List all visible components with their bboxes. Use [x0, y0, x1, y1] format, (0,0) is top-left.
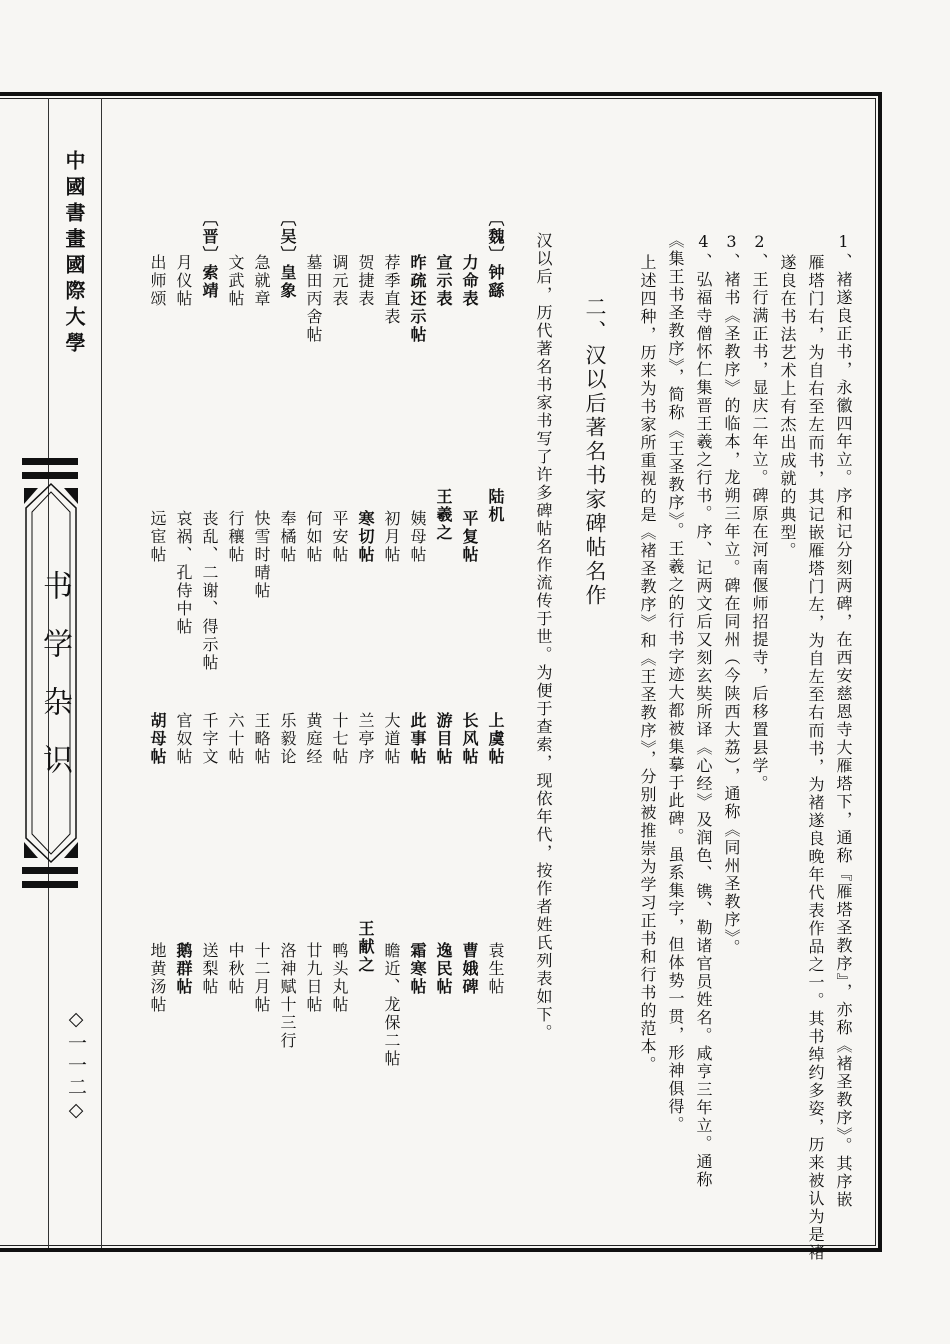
list-item: 廿九日帖: [304, 942, 323, 1014]
section-intro: 汉以后，历代著名书家书写了许多碑帖名作流传于世。为便于查索，现依年代，按作者姓氏列表如下。: [534, 232, 553, 1042]
list-item: 调元表: [330, 254, 349, 308]
note-line: 雁塔门右，为自右至左而书，其记嵌雁塔门左，为自左至右而书，为褚遂良晚年代表作品之一。其书绰约多姿，历来被认为是褚: [806, 254, 825, 1262]
list-item: 〔吴〕皇象: [278, 210, 297, 300]
banner-bottom-bar: [22, 867, 78, 874]
list-item: 袁生帖: [486, 942, 505, 996]
list-item: 鹅群帖: [174, 942, 193, 996]
list-item: 何如帖: [304, 510, 323, 564]
list-item: 墓田丙舍帖: [304, 254, 323, 344]
list-item: 奉橘帖: [278, 510, 297, 564]
section-heading: 二、汉以后著名书家碑帖名作: [583, 296, 607, 608]
list-item: 十七帖: [330, 712, 349, 766]
list-item: 行穰帖: [226, 510, 245, 564]
list-item: 黄庭经: [304, 712, 323, 766]
note-line: 1、褚遂良正书，永徽四年立。序和记分刻两碑，在西安慈恩寺大雁塔下，通称『雁塔圣教序』，亦称《褚圣教序》。其序嵌: [834, 232, 853, 1209]
list-item: 洛神赋十三行: [278, 942, 297, 1050]
list-item: 长风帖: [460, 712, 479, 766]
list-item: 瞻近、龙保二帖: [382, 942, 401, 1068]
list-item: 远宦帖: [148, 510, 167, 564]
list-item: 急就章: [252, 254, 271, 308]
list-item: 出师颂: [148, 254, 167, 308]
list-item: 曹娥碑: [460, 942, 479, 996]
list-item: 鸭头丸帖: [330, 942, 349, 1014]
list-item: 王献之: [356, 920, 375, 974]
list-item: 游目帖: [434, 712, 453, 766]
university-name: 中國書畫國際大學: [62, 150, 86, 358]
note-line: 3、褚书《圣教序》的临本，龙朔三年立。碑在同州（今陕西大荔），通称《同州圣教序》。: [722, 232, 741, 957]
note-line: 上述四种，历来为书家所重视的是《褚圣教序》和《王圣教序》，分别被推崇为学习正书和行书的范本。: [638, 254, 657, 1074]
list-item: 上虞帖: [486, 712, 505, 766]
list-item: 昨疏还示帖: [408, 254, 427, 344]
list-item: 逸民帖: [434, 942, 453, 996]
list-item: 六十帖: [226, 712, 245, 766]
note-line: 《集王书圣教序》，简称《王圣教序》。王羲之的行书字迹大都被集摹于此碑。虽系集字，但体势一贯，形神俱得。: [666, 232, 685, 1134]
list-item: 十二月帖: [252, 942, 271, 1014]
list-item: 荐季直表: [382, 254, 401, 326]
list-item: 霜寒帖: [408, 942, 427, 996]
list-item: 文武帖: [226, 254, 245, 308]
list-item: 快雪时晴帖: [252, 510, 271, 600]
list-item: 送梨帖: [200, 942, 219, 996]
list-item: 宣示表: [434, 254, 453, 308]
note-line: 2、王行满正书，显庆二年立。碑原在河南偃师招提寺，后移置县学。: [750, 232, 769, 793]
list-item: 此事帖: [408, 712, 427, 766]
list-item: 官奴帖: [174, 712, 193, 766]
list-item: 乐毅论: [278, 712, 297, 766]
list-item: 陆机: [486, 488, 505, 524]
list-item: 贺捷表: [356, 254, 375, 308]
note-line: 4、弘福寺僧怀仁集晋王羲之行书。序、记两文后又刻玄奘所译《心经》及润色、镌、勒诸官员姓名。咸亨三年立。通称: [694, 232, 713, 1189]
list-item: 〔魏〕钟繇: [486, 210, 505, 300]
list-item: 平复帖: [460, 510, 479, 564]
page-number: ◇一一二◇: [65, 1008, 87, 1124]
list-item: 哀祸、孔侍中帖: [174, 510, 193, 636]
list-item: 胡母帖: [148, 712, 167, 766]
banner-bottom-bar-2: [22, 881, 78, 888]
book-title: 书学杂识: [37, 570, 72, 802]
list-item: 初月帖: [382, 510, 401, 564]
note-line: 遂良在书法艺术上有杰出成就的典型。: [778, 254, 797, 560]
list-item: 丧乱、二谢、得示帖: [200, 510, 219, 672]
sidebar-rule-right: [101, 98, 102, 1248]
list-item: 王略帖: [252, 712, 271, 766]
list-item: 平安帖: [330, 510, 349, 564]
list-item: 寒切帖: [356, 510, 375, 564]
list-item: 千字文: [200, 712, 219, 766]
list-item: 王羲之: [434, 488, 453, 542]
list-item: 月仪帖: [174, 254, 193, 308]
list-item: 姨母帖: [408, 510, 427, 564]
list-item: 中秋帖: [226, 942, 245, 996]
list-item: 兰亭序: [356, 712, 375, 766]
list-item: 力命表: [460, 254, 479, 308]
list-item: 〔晋〕索靖: [200, 210, 219, 300]
list-item: 大道帖: [382, 712, 401, 766]
list-item: 地黄汤帖: [148, 942, 167, 1014]
